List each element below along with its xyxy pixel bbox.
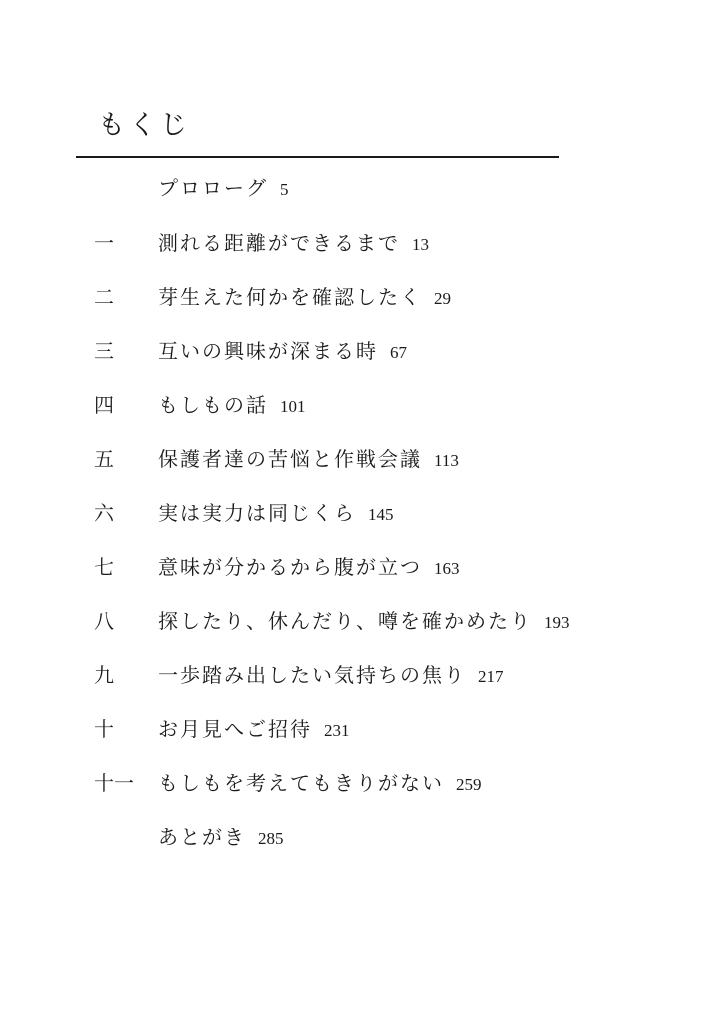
chapter-number: 三: [94, 339, 114, 363]
toc-entry-1[interactable]: [0, 228, 726, 258]
page-number: 163: [434, 559, 460, 578]
toc-entry-afterword[interactable]: [0, 822, 726, 852]
chapter-title: プロローグ: [158, 176, 268, 200]
page-number: 5: [280, 180, 289, 199]
chapter-number: 四: [94, 393, 114, 417]
chapter-title: お月見へご招待: [158, 717, 312, 741]
chapter-number: 二: [94, 285, 114, 309]
toc-entry-10[interactable]: [0, 714, 726, 744]
toc-heading: もくじ: [98, 110, 191, 141]
page-number: 13: [412, 235, 429, 254]
chapter-number: 五: [94, 447, 114, 471]
chapter-title: もしもを考えてもきりがない: [158, 771, 444, 795]
chapter-number: 十: [94, 717, 114, 741]
chapter-title: 意味が分かるから腹が立つ: [158, 555, 422, 579]
chapter-title: あとがき: [158, 825, 246, 849]
toc-entry-5[interactable]: [0, 444, 726, 474]
page-number: 193: [544, 613, 570, 632]
chapter-number: 八: [94, 609, 114, 633]
toc-entry-6[interactable]: [0, 498, 726, 528]
chapter-title: 測れる距離ができるまで: [158, 231, 400, 255]
page-number: 217: [478, 667, 504, 686]
toc-entry-2[interactable]: [0, 282, 726, 312]
chapter-title: 保護者達の苦悩と作戦会議: [158, 447, 422, 471]
page-number: 101: [280, 397, 306, 416]
toc-entry-3[interactable]: [0, 336, 726, 366]
chapter-number: 九: [94, 663, 114, 687]
page-number: 113: [434, 451, 459, 470]
toc-entry-prologue[interactable]: [0, 173, 726, 203]
toc-entry-8[interactable]: [0, 606, 726, 636]
chapter-title: 実は実力は同じくら: [158, 501, 356, 525]
chapter-number: 六: [94, 501, 114, 525]
toc-entry-11[interactable]: [0, 768, 726, 798]
chapter-title: 芽生えた何かを確認したく: [158, 285, 422, 309]
toc-entry-7[interactable]: [0, 552, 726, 582]
toc-entry-4[interactable]: [0, 390, 726, 420]
chapter-number: 一: [94, 231, 114, 255]
page-number: 259: [456, 775, 482, 794]
chapter-title: もしもの話: [158, 393, 268, 417]
page-number: 231: [324, 721, 350, 740]
chapter-title: 互いの興味が深まる時: [158, 339, 378, 363]
page-number: 145: [368, 505, 394, 524]
chapter-title: 一歩踏み出したい気持ちの焦り: [158, 663, 466, 687]
toc-entry-9[interactable]: [0, 660, 726, 690]
chapter-number: 十一: [94, 771, 134, 795]
page-number: 285: [258, 829, 284, 848]
chapter-title: 探したり、休んだり、噂を確かめたり: [158, 609, 532, 633]
chapter-number: 七: [94, 555, 114, 579]
page-number: 29: [434, 289, 451, 308]
page-number: 67: [390, 343, 407, 362]
